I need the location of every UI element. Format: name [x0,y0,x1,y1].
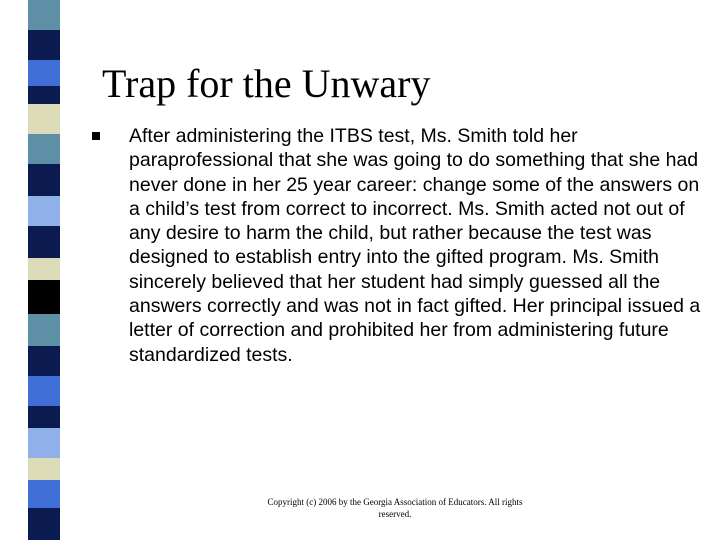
copyright-footer: Copyright (c) 2006 by the Georgia Association of Educators. All rights reserved. [267,497,523,519]
slide-title: Trap for the Unwary [102,61,431,106]
square-bullet-icon [92,132,100,140]
bullet-text: After administering the ITBS test, Ms. Smith told her paraprofessional that she was going to do something that she had never done in her 25 year career: change some of the answers on a child’s test from correct to incorrect. Ms. Smith acted not out of any desire to harm the child, but rather because the test was designed to establish entry into the gifted program. Ms. Smith sincerely believed that her student had simply guessed all the answers correctly and was not in fact gifted. Her principal issued a letter of correction and prohibited her from administering future standardized tests. [129,125,701,366]
decorative-color-stripe [28,0,60,540]
